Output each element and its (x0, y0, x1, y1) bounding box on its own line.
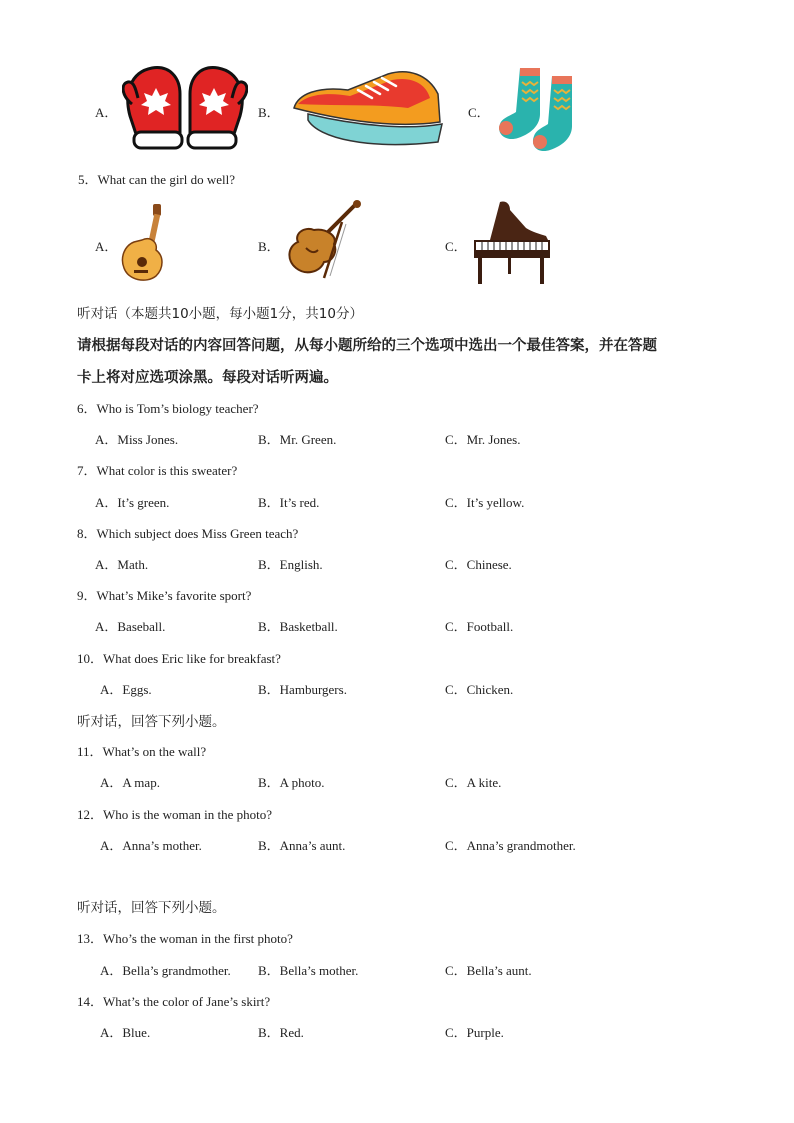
q8-option-c: C．Chinese. (445, 557, 512, 572)
q7-option-c: C．It’s yellow. (445, 495, 525, 510)
q14-option-b: B．Red. (258, 1025, 304, 1040)
question-8: 8．Which subject does Miss Green teach? (77, 526, 299, 541)
q12-option-c: C．Anna’s grandmother. (445, 838, 576, 853)
q12-option-b: B．Anna’s aunt. (258, 838, 346, 853)
question-5: 5．What can the girl do well? (78, 172, 236, 187)
question-14: 14．What’s the color of Jane’s skirt? (77, 994, 271, 1009)
question-12: 12．Who is the woman in the photo? (77, 807, 272, 822)
piano-icon (470, 198, 554, 288)
sneaker-icon (288, 64, 446, 154)
q6-option-a: A．Miss Jones. (95, 432, 179, 447)
sub-heading-1: 听对话，回答下列小题。 (77, 714, 226, 730)
q13-option-b: B．Bella’s mother. (258, 963, 359, 978)
q5-option-b-letter: B． (258, 239, 280, 254)
question-6: 6．Who is Tom’s biology teacher? (77, 401, 259, 416)
q5-option-c-letter: C． (445, 239, 467, 254)
question-7: 7．What color is this sweater? (77, 463, 238, 478)
q13-option-c: C．Bella’s aunt. (445, 963, 532, 978)
q7-option-b: B．It’s red. (258, 495, 320, 510)
q8-option-a: A．Math. (95, 557, 149, 572)
q4-option-b-letter: B． (258, 105, 280, 120)
guitar-icon (120, 202, 170, 284)
section-instruction-line-1: 请根据每段对话的内容回答问题，从每小题所给的三个选项中选出一个最佳答案，并在答题 (77, 337, 657, 354)
q5-option-a-letter: A． (95, 239, 118, 254)
section-title: 听对话（本题共10小题，每小题1分，共10分） (77, 306, 363, 322)
q6-option-b: B．Mr. Green. (258, 432, 337, 447)
socks-icon (494, 64, 586, 156)
q10-option-b: B．Hamburgers. (258, 682, 347, 697)
violin-icon (284, 198, 364, 280)
question-11: 11．What’s on the wall? (77, 744, 207, 759)
q11-option-c: C．A kite. (445, 775, 502, 790)
q6-option-c: C．Mr. Jones. (445, 432, 521, 447)
question-13: 13．Who’s the woman in the first photo? (77, 931, 293, 946)
q10-option-c: C．Chicken. (445, 682, 514, 697)
q14-option-c: C．Purple. (445, 1025, 504, 1040)
q9-option-c: C．Football. (445, 619, 514, 634)
q4-option-a-letter: A． (95, 105, 118, 120)
q8-option-b: B．English. (258, 557, 323, 572)
section-instruction-line-2: 卡上将对应选项涂黑。每段对话听两遍。 (77, 369, 338, 386)
q7-option-a: A．It’s green. (95, 495, 170, 510)
question-9: 9．What’s Mike’s favorite sport? (77, 588, 252, 603)
q9-option-a: A．Baseball. (95, 619, 166, 634)
q11-option-a: A．A map. (100, 775, 160, 790)
q9-option-b: B．Basketball. (258, 619, 338, 634)
q12-option-a: A．Anna’s mother. (100, 838, 202, 853)
question-10: 10．What does Eric like for breakfast? (77, 651, 281, 666)
q14-option-a: A．Blue. (100, 1025, 151, 1040)
q11-option-b: B．A photo. (258, 775, 325, 790)
q13-option-a: A．Bella’s grandmother. (100, 963, 231, 978)
q10-option-a: A．Eggs. (100, 682, 152, 697)
q4-option-c-letter: C． (468, 105, 490, 120)
mittens-icon (122, 64, 248, 152)
sub-heading-2: 听对话，回答下列小题。 (77, 900, 226, 916)
